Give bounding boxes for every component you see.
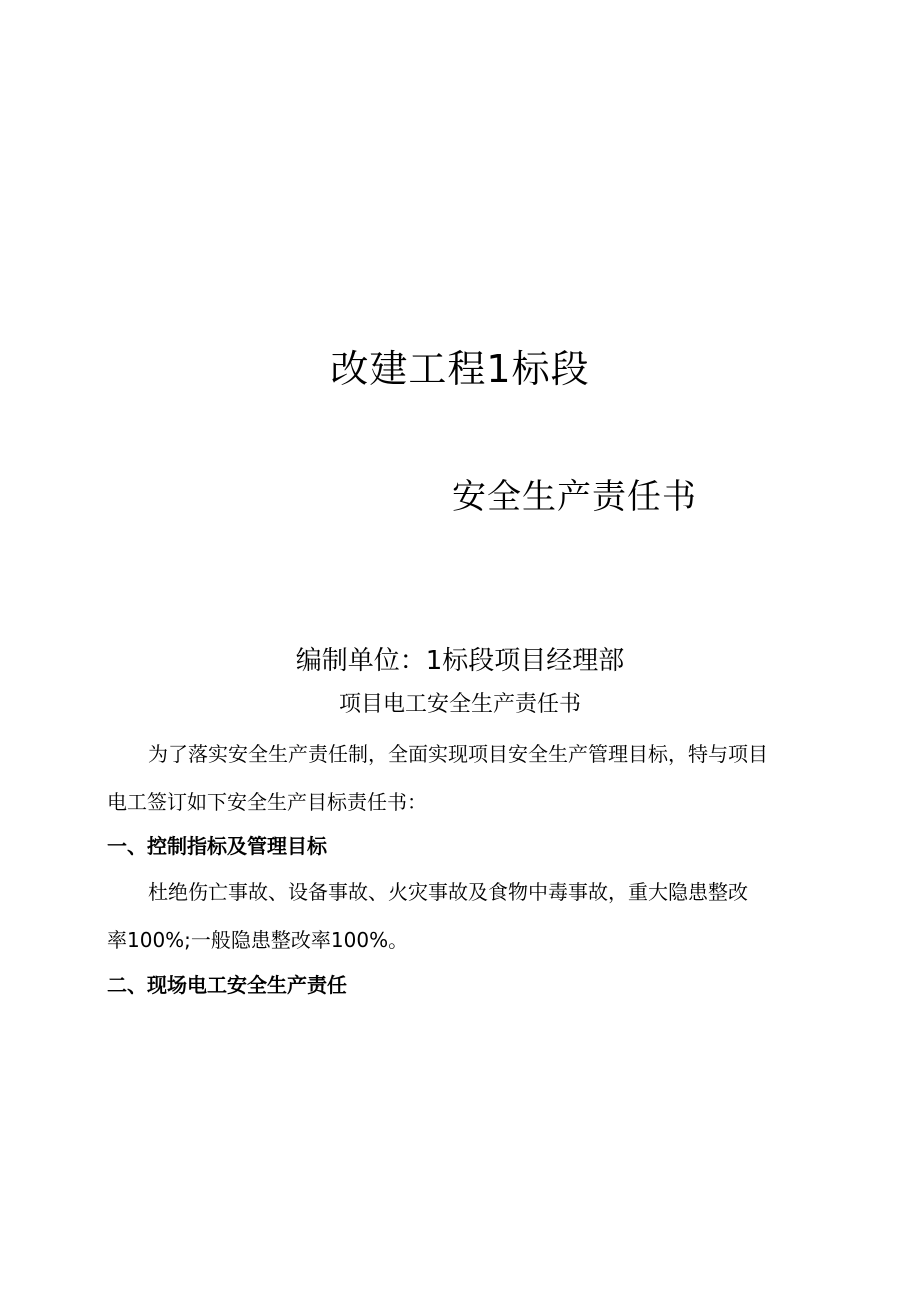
project-title: 改建工程1标段 (330, 347, 590, 391)
intro-paragraph-line-1: 为了落实安全生产责任制，全面实现项目安全生产管理目标，特与项目 (148, 742, 768, 766)
heading-electrician-responsibility: 二、现场电工安全生产责任 (107, 973, 347, 997)
document-title: 安全生产责任书 (452, 477, 697, 517)
compiling-unit: 编制单位：1标段项目经理部 (295, 646, 625, 676)
heading-control-targets: 一、控制指标及管理目标 (107, 834, 327, 858)
targets-paragraph-line-1: 杜绝伤亡事故、设备事故、火灾事故及食物中毒事故，重大隐患整改 (148, 880, 748, 904)
section-title: 项目电工安全生产责任书 (338, 692, 581, 717)
targets-paragraph-line-2: 率100%;一般隐患整改率100%。 (107, 928, 409, 952)
intro-paragraph-line-2: 电工签订如下安全生产目标责任书： (107, 790, 427, 814)
